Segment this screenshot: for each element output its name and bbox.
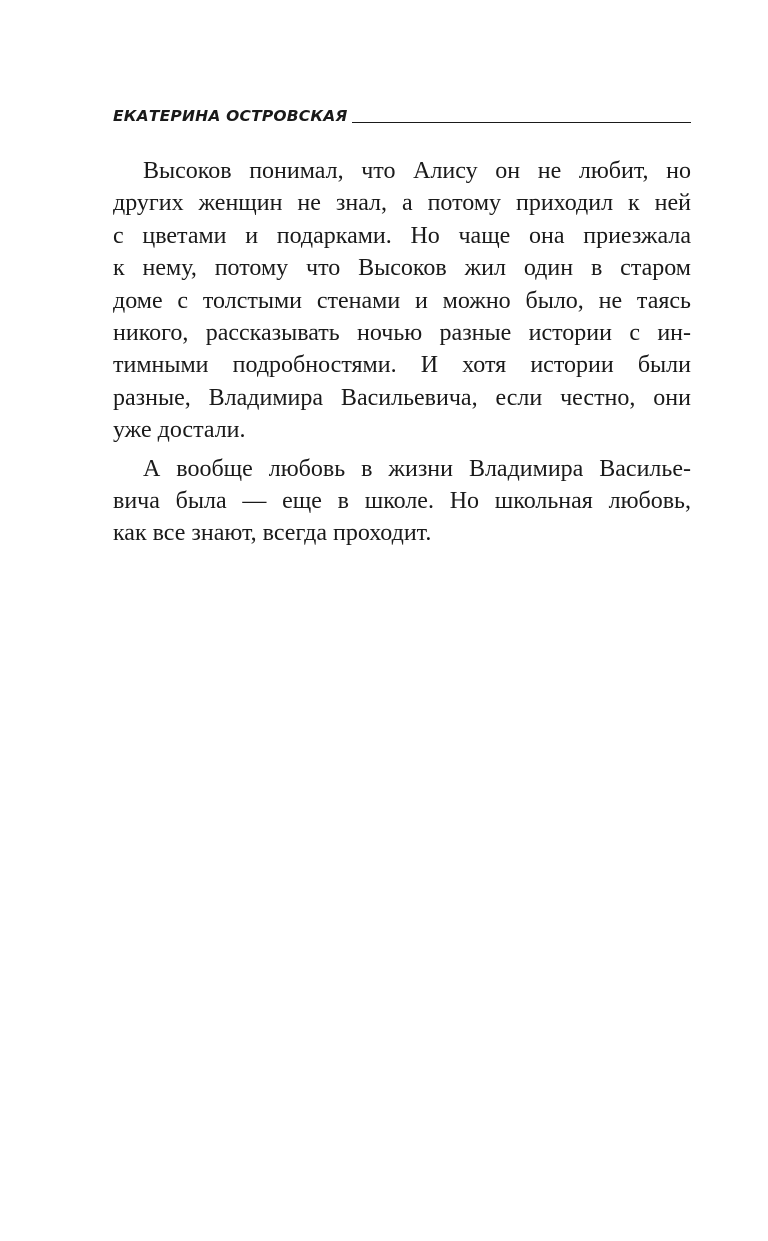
text-line: вича была — еще в школе. Но школьная любовь, bbox=[113, 487, 691, 514]
text-line: других женщин не знал, а потому приходил к ней bbox=[113, 190, 691, 217]
text-line: как все знают, всегда проходит. bbox=[113, 520, 432, 547]
text-line: А вообще любовь в жизни Владимира Василье- bbox=[143, 455, 691, 482]
book-page bbox=[113, 103, 691, 550]
text-line: никого, рассказывать ночью разные истории с ин- bbox=[113, 319, 691, 346]
text-line: с цветами и подарками. Но чаще она приезжала bbox=[113, 222, 691, 249]
header-rule bbox=[352, 122, 691, 123]
body-text bbox=[113, 155, 691, 550]
text-line: уже достали. bbox=[113, 417, 246, 444]
paragraph-2 bbox=[113, 453, 691, 550]
text-line: разные, Владимира Васильевича, если честно, они bbox=[113, 384, 691, 411]
text-line: доме с толстыми стенами и можно было, не таясь bbox=[113, 287, 691, 314]
text-line: к нему, потому что Высоков жил один в старом bbox=[113, 255, 691, 282]
text-line: Высоков понимал, что Алису он не любит, но bbox=[143, 158, 691, 184]
author-name: ЕКАТЕРИНА ОСТРОВСКАЯ bbox=[113, 106, 348, 125]
running-head bbox=[113, 103, 691, 125]
paragraph-1 bbox=[113, 155, 691, 447]
text-line: тимными подробностями. И хотя истории были bbox=[113, 352, 691, 379]
